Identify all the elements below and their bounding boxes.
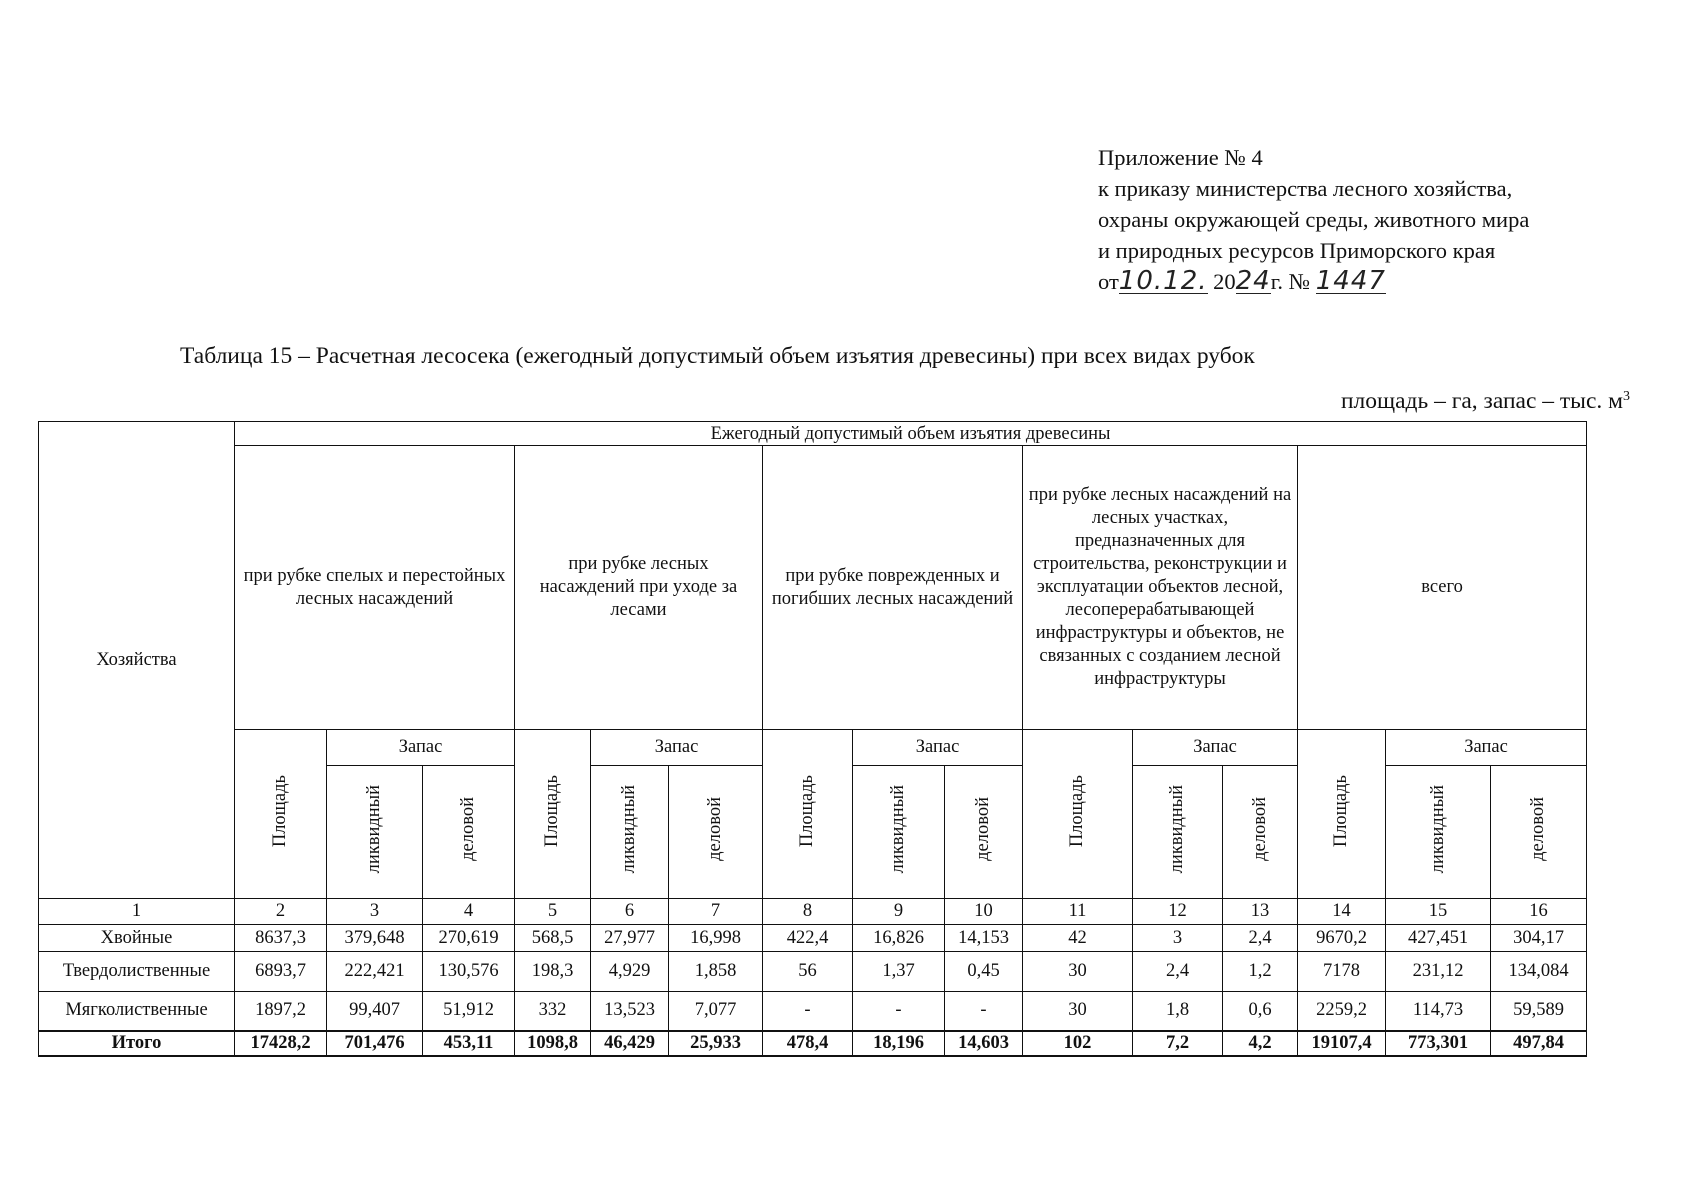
total-cell: 4,2 [1223, 1031, 1298, 1056]
handwritten-order-number: 1447 [1315, 266, 1386, 296]
header-stock-3: Запас [853, 730, 1023, 766]
group-care-felling: при рубке лесных насаждений при уходе за лесами [515, 446, 763, 730]
area-label: Площадь [542, 774, 562, 848]
header-liquid-1 [327, 766, 423, 899]
area-label: Площадь [1067, 774, 1087, 848]
header-liquid-2 [591, 766, 669, 899]
area-label: Площадь [797, 774, 817, 848]
appendix-line-2: к приказу министерства лесного хозяйства, [1098, 176, 1513, 201]
appendix-line-1: Приложение № 4 [1098, 145, 1263, 170]
column-number: 9 [853, 899, 945, 925]
table-cell: 2,4 [1133, 952, 1223, 992]
total-cell: 102 [1023, 1031, 1133, 1056]
table-cell: 99,407 [327, 992, 423, 1031]
column-number: 6 [591, 899, 669, 925]
table-cell: 379,648 [327, 925, 423, 952]
commercial-label: деловой [705, 797, 725, 861]
header-area-1 [235, 730, 327, 899]
handwritten-date: 10.12. [1118, 266, 1208, 296]
header-commercial-2 [669, 766, 763, 899]
total-cell: 497,84 [1491, 1031, 1587, 1056]
date-century: 20 [1213, 269, 1236, 294]
table-cell: 8637,3 [235, 925, 327, 952]
table-cell: 1897,2 [235, 992, 327, 1031]
total-cell: 19107,4 [1298, 1031, 1386, 1056]
column-number: 13 [1223, 899, 1298, 925]
total-row [39, 1031, 1587, 1056]
table-cell: 9670,2 [1298, 925, 1386, 952]
liquid-label: ликвидный [1427, 784, 1448, 874]
row-name: Хвойные [39, 925, 235, 952]
table-cell: 270,619 [423, 925, 515, 952]
commercial-label: деловой [458, 797, 478, 861]
liquid-label: ликвидный [1167, 784, 1187, 874]
units-superscript: 3 [1623, 389, 1630, 404]
table-cell: 427,451 [1386, 925, 1491, 952]
group-total: всего [1298, 446, 1587, 730]
table-cell: 114,73 [1386, 992, 1491, 1031]
header-area-4 [1023, 730, 1133, 899]
table-cell: 3 [1133, 925, 1223, 952]
column-number: 12 [1133, 899, 1223, 925]
total-cell: 453,11 [423, 1031, 515, 1056]
header-liquid-5 [1386, 766, 1491, 899]
table-cell: 4,929 [591, 952, 669, 992]
column-number: 1 [39, 899, 235, 925]
column-number-row [39, 899, 1587, 925]
table-cell: 59,589 [1491, 992, 1587, 1031]
table-cell: 30 [1023, 992, 1133, 1031]
area-label: Площадь [270, 774, 290, 848]
table-cell: 332 [515, 992, 591, 1031]
table-cell: 130,576 [423, 952, 515, 992]
total-cell: 46,429 [591, 1031, 669, 1056]
table-cell: 222,421 [327, 952, 423, 992]
header-commercial-5 [1491, 766, 1587, 899]
liquid-label: ликвидный [619, 784, 639, 874]
header-area-2 [515, 730, 591, 899]
table-cell: 14,153 [945, 925, 1023, 952]
column-number: 14 [1298, 899, 1386, 925]
group-damaged-felling: при рубке поврежденных и погибших лесных насаждений [763, 446, 1023, 730]
column-number: 5 [515, 899, 591, 925]
column-number: 7 [669, 899, 763, 925]
header-stock-1: Запас [327, 730, 515, 766]
header-commercial-3 [945, 766, 1023, 899]
date-g-label: г. № [1270, 269, 1311, 294]
header-stock-4: Запас [1133, 730, 1298, 766]
column-number: 16 [1491, 899, 1587, 925]
appendix-line-4: и природных ресурсов Приморского края [1098, 238, 1496, 263]
total-cell: 14,603 [945, 1031, 1023, 1056]
appendix-line-3: охраны окружающей среды, животного мира [1098, 207, 1530, 232]
group-construction-felling: при рубке лесных насаждений на лесных участках, предназначенных для строительства, реконструкции и эксплуатации объектов лесной, лесоперерабатывающей инфраструктуры и объектов, не связанных с созданием лесной инфраструктуры [1023, 446, 1298, 730]
table-cell: 568,5 [515, 925, 591, 952]
table-cell: 231,12 [1386, 952, 1491, 992]
column-number: 11 [1023, 899, 1133, 925]
header-farms: Хозяйства [39, 422, 235, 899]
header-area-5 [1298, 730, 1386, 899]
table-cell: 30 [1023, 952, 1133, 992]
table-cell: - [853, 992, 945, 1031]
table-cell: 6893,7 [235, 952, 327, 992]
column-number: 10 [945, 899, 1023, 925]
total-cell: 701,476 [327, 1031, 423, 1056]
table-row [39, 925, 1587, 952]
table-cell: 7,077 [669, 992, 763, 1031]
column-number: 4 [423, 899, 515, 925]
handwritten-year: 24 [1235, 266, 1271, 296]
header-stock-5: Запас [1386, 730, 1587, 766]
table-cell: 56 [763, 952, 853, 992]
table-cell: 1,858 [669, 952, 763, 992]
table-cell: - [945, 992, 1023, 1031]
area-label: Площадь [1331, 774, 1351, 848]
header-liquid-4 [1133, 766, 1223, 899]
liquid-label: ликвидный [364, 784, 384, 874]
table-cell: 198,3 [515, 952, 591, 992]
appendix-block [1098, 142, 1678, 297]
table-cell: 1,37 [853, 952, 945, 992]
commercial-label: деловой [973, 797, 993, 861]
total-cell: 18,196 [853, 1031, 945, 1056]
date-prefix: от [1098, 269, 1119, 294]
table-cell: 13,523 [591, 992, 669, 1031]
table-row [39, 992, 1587, 1031]
total-cell: 478,4 [763, 1031, 853, 1056]
table-cell: 27,977 [591, 925, 669, 952]
table-title: Таблица 15 – Расчетная лесосека (ежегодный допустимый объем изъятия древесины) при всех видах рубок [180, 343, 1255, 369]
row-name: Твердолиственные [39, 952, 235, 992]
column-number: 3 [327, 899, 423, 925]
table-cell: 304,17 [1491, 925, 1587, 952]
appendix-date-line [1098, 266, 1678, 297]
table-cell: 0,6 [1223, 992, 1298, 1031]
table-cell: 51,912 [423, 992, 515, 1031]
table-cell: 2259,2 [1298, 992, 1386, 1031]
table-cell: - [763, 992, 853, 1031]
table-cell: 16,998 [669, 925, 763, 952]
units-note [1341, 388, 1630, 415]
liquid-label: ликвидный [888, 784, 908, 874]
column-number: 8 [763, 899, 853, 925]
table-cell: 0,45 [945, 952, 1023, 992]
row-name: Мягколиственные [39, 992, 235, 1031]
column-number: 2 [235, 899, 327, 925]
table-cell: 16,826 [853, 925, 945, 952]
total-label: Итого [39, 1031, 235, 1056]
table-cell: 1,2 [1223, 952, 1298, 992]
table-cell: 7178 [1298, 952, 1386, 992]
table-cell: 134,084 [1491, 952, 1587, 992]
header-commercial-1 [423, 766, 515, 899]
table-cell: 2,4 [1223, 925, 1298, 952]
header-area-3 [763, 730, 853, 899]
table-cell: 422,4 [763, 925, 853, 952]
total-cell: 25,933 [669, 1031, 763, 1056]
total-cell: 773,301 [1386, 1031, 1491, 1056]
total-cell: 7,2 [1133, 1031, 1223, 1056]
commercial-label: деловой [1528, 797, 1549, 861]
header-commercial-4 [1223, 766, 1298, 899]
total-cell: 1098,8 [515, 1031, 591, 1056]
column-number: 15 [1386, 899, 1491, 925]
group-mature-felling: при рубке спелых и перестойных лесных насаждений [235, 446, 515, 730]
header-stock-2: Запас [591, 730, 763, 766]
table-cell: 1,8 [1133, 992, 1223, 1031]
header-liquid-3 [853, 766, 945, 899]
total-cell: 17428,2 [235, 1031, 327, 1056]
commercial-label: деловой [1249, 797, 1270, 861]
harvest-table [38, 421, 1587, 1057]
header-annual-volume: Ежегодный допустимый объем изъятия древесины [235, 422, 1587, 446]
units-text: площадь – га, запас – тыс. м [1340, 388, 1623, 414]
table-row [39, 952, 1587, 992]
table-cell: 42 [1023, 925, 1133, 952]
